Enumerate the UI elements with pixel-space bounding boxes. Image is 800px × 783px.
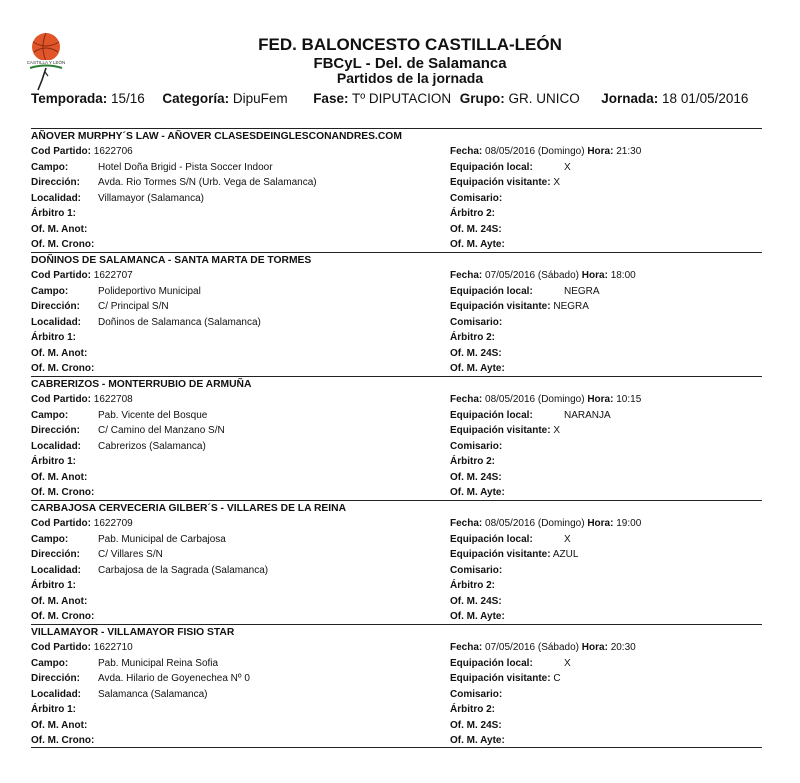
arbitro2-label: Árbitro 2:	[450, 332, 495, 343]
campo-row	[31, 161, 273, 174]
localidad-value: Cabrerizos (Salamanca)	[98, 440, 206, 452]
direccion-label: Dirección:	[31, 673, 80, 684]
match-title: VILLAMAYOR - VILLAMAYOR FISIO STAR	[31, 627, 235, 638]
eq-visitante-label: Equipación visitante:	[450, 425, 551, 436]
grupo-value: GR. UNICO	[508, 91, 580, 106]
cod-partido-row	[31, 270, 133, 282]
match-title: AÑOVER MURPHY´S LAW - AÑOVER CLASESDEINGLESCONANDRES.COM	[31, 131, 402, 142]
direccion-label: Dirección:	[31, 177, 80, 188]
eq-visitante-row	[450, 301, 589, 313]
jornada-value: 18 01/05/2016	[662, 91, 749, 106]
campo-row	[31, 409, 208, 422]
dia-value: (Domingo)	[537, 394, 585, 405]
m24s-label: Of. M. 24S:	[450, 471, 502, 483]
hora-label: Hora:	[587, 518, 614, 529]
direccion-label: Dirección:	[31, 425, 80, 436]
arbitro2-label: Árbitro 2:	[450, 704, 495, 715]
cod-partido-label: Cod Partido:	[31, 642, 91, 653]
localidad-label: Localidad:	[31, 688, 82, 700]
hora-label: Hora:	[587, 146, 614, 157]
cod-partido-value: 1622708	[93, 394, 133, 405]
match-block	[31, 500, 762, 624]
eq-local-row	[450, 161, 571, 174]
arbitro1-label: Árbitro 1:	[31, 704, 76, 715]
fase-label: Fase:	[313, 91, 349, 106]
localidad-row	[31, 192, 204, 205]
match-block	[31, 624, 762, 748]
anot-label: Of. M. Anot:	[31, 347, 88, 359]
eq-local-row	[450, 657, 571, 670]
localidad-row	[31, 440, 206, 453]
crono-label: Of. M. Crono:	[31, 611, 95, 622]
dia-value: (Sábado)	[537, 270, 579, 281]
jornada-label: Jornada:	[601, 91, 659, 106]
crono-label: Of. M. Crono:	[31, 239, 95, 250]
campo-value: Pab. Vicente del Bosque	[98, 409, 208, 421]
eq-local-row	[450, 285, 600, 298]
campo-label: Campo:	[31, 409, 69, 421]
fecha-value: 08/05/2016	[485, 518, 536, 529]
fecha-row	[450, 146, 641, 158]
fecha-label: Fecha:	[450, 394, 483, 405]
fecha-label: Fecha:	[450, 270, 483, 281]
eq-local-label: Equipación local:	[450, 657, 533, 669]
campo-label: Campo:	[31, 533, 69, 545]
localidad-value: Salamanca (Salamanca)	[98, 688, 208, 700]
arbitro1-label: Árbitro 1:	[31, 580, 76, 591]
campo-row	[31, 285, 201, 298]
arbitro2-label: Árbitro 2:	[450, 580, 495, 591]
m24s-label: Of. M. 24S:	[450, 347, 502, 359]
eq-local-row	[450, 533, 571, 546]
campo-label: Campo:	[31, 285, 69, 297]
cod-partido-row	[31, 146, 133, 158]
fecha-label: Fecha:	[450, 146, 483, 157]
eq-visitante-label: Equipación visitante:	[450, 301, 551, 312]
crono-label: Of. M. Crono:	[31, 363, 95, 374]
direccion-label: Dirección:	[31, 549, 80, 560]
eq-local-value: NARANJA	[564, 409, 611, 421]
eq-local-label: Equipación local:	[450, 409, 533, 421]
match-list	[31, 128, 762, 748]
ayte-label: Of. M. Ayte:	[450, 611, 505, 622]
localidad-value: Carbajosa de la Sagrada (Salamanca)	[98, 564, 269, 576]
dia-value: (Sábado)	[537, 642, 579, 653]
comisario-label: Comisario:	[450, 440, 503, 452]
anot-label: Of. M. Anot:	[31, 223, 88, 235]
temporada-label: Temporada:	[31, 91, 108, 106]
crono-label: Of. M. Crono:	[31, 487, 95, 498]
campo-value: Polideportivo Municipal	[98, 285, 201, 297]
fecha-label: Fecha:	[450, 642, 483, 653]
eq-local-value: X	[564, 657, 571, 669]
eq-local-label: Equipación local:	[450, 285, 533, 297]
cod-partido-value: 1622709	[93, 518, 133, 529]
ayte-label: Of. M. Ayte:	[450, 487, 505, 498]
direccion-row	[31, 301, 169, 313]
cod-partido-label: Cod Partido:	[31, 270, 91, 281]
localidad-label: Localidad:	[31, 316, 82, 328]
direccion-label: Dirección:	[31, 301, 80, 312]
m24s-label: Of. M. 24S:	[450, 223, 502, 235]
direccion-row	[31, 549, 163, 561]
eq-visitante-value: C	[553, 673, 561, 684]
crono-label: Of. M. Crono:	[31, 735, 95, 746]
eq-local-value: NEGRA	[564, 285, 600, 297]
cod-partido-value: 1622710	[93, 642, 133, 653]
delegation-subtitle: FBCyL - Del. de Salamanca	[313, 55, 507, 72]
cod-partido-label: Cod Partido:	[31, 394, 91, 405]
campo-row	[31, 657, 219, 670]
fecha-value: 07/05/2016	[485, 642, 536, 653]
cod-partido-label: Cod Partido:	[31, 518, 91, 529]
arbitro2-label: Árbitro 2:	[450, 208, 495, 219]
hora-value: 10:15	[616, 394, 642, 405]
logo-text: CASTILLA Y LEÓN	[26, 60, 66, 65]
ayte-label: Of. M. Ayte:	[450, 735, 505, 746]
match-title: CARBAJOSA CERVECERIA GILBER´S - VILLARES DE LA REINA	[31, 503, 347, 514]
grupo-label: Grupo:	[459, 91, 505, 106]
localidad-value: Villamayor (Salamanca)	[98, 192, 204, 204]
direccion-row	[31, 425, 225, 437]
report-title: Partidos de la jornada	[336, 70, 484, 86]
localidad-label: Localidad:	[31, 564, 82, 576]
fecha-value: 07/05/2016	[485, 270, 536, 281]
comisario-label: Comisario:	[450, 192, 503, 204]
temporada-value: 15/16	[111, 91, 145, 106]
direccion-row	[31, 673, 250, 685]
eq-visitante-row	[450, 673, 561, 685]
hora-label: Hora:	[581, 642, 608, 653]
eq-visitante-value: X	[553, 425, 561, 436]
comisario-label: Comisario:	[450, 688, 503, 700]
categoria-label: Categoría:	[162, 91, 230, 106]
eq-local-label: Equipación local:	[450, 161, 533, 173]
campo-label: Campo:	[31, 657, 69, 669]
campo-label: Campo:	[31, 161, 69, 173]
eq-local-row	[450, 409, 611, 422]
hora-label: Hora:	[587, 394, 614, 405]
ayte-label: Of. M. Ayte:	[450, 363, 505, 374]
hora-value: 21:30	[616, 146, 642, 157]
match-block	[31, 376, 762, 500]
fecha-value: 08/05/2016	[485, 394, 536, 405]
localidad-row	[31, 688, 208, 701]
dia-value: (Domingo)	[537, 146, 585, 157]
categoria-value: DipuFem	[232, 91, 288, 106]
cod-partido-label: Cod Partido:	[31, 146, 91, 157]
match-title: CABRERIZOS - MONTERRUBIO DE ARMUÑA	[31, 379, 252, 390]
campo-value: Pab. Municipal de Carbajosa	[98, 533, 226, 545]
localidad-row	[31, 316, 261, 329]
anot-label: Of. M. Anot:	[31, 471, 88, 483]
anot-label: Of. M. Anot:	[31, 719, 88, 731]
match-title: DOÑINOS DE SALAMANCA - SANTA MARTA DE TORMES	[31, 255, 312, 266]
hora-value: 19:00	[616, 518, 642, 529]
cod-partido-row	[31, 642, 133, 654]
direccion-value: C/ Camino del Manzano S/N	[98, 425, 225, 436]
eq-visitante-row	[450, 425, 560, 437]
m24s-label: Of. M. 24S:	[450, 595, 502, 607]
comisario-label: Comisario:	[450, 316, 503, 328]
campo-value: Hotel Doña Brigid - Pista Soccer Indoor	[98, 161, 273, 173]
campo-value: Pab. Municipal Reina Sofia	[98, 657, 219, 669]
eq-visitante-value: AZUL	[552, 549, 579, 560]
anot-label: Of. M. Anot:	[31, 595, 88, 607]
eq-visitante-label: Equipación visitante:	[450, 177, 551, 188]
eq-visitante-value: X	[553, 177, 561, 188]
cod-partido-row	[31, 394, 133, 406]
ayte-label: Of. M. Ayte:	[450, 239, 505, 250]
eq-local-value: X	[564, 533, 571, 545]
match-block	[31, 252, 762, 376]
localidad-label: Localidad:	[31, 192, 82, 204]
fecha-value: 08/05/2016	[485, 146, 536, 157]
fecha-row	[450, 270, 636, 282]
eq-visitante-label: Equipación visitante:	[450, 549, 551, 560]
arbitro1-label: Árbitro 1:	[31, 332, 76, 343]
eq-visitante-label: Equipación visitante:	[450, 673, 551, 684]
localidad-value: Doñinos de Salamanca (Salamanca)	[98, 316, 261, 328]
meta-bar	[31, 91, 748, 106]
fecha-row	[450, 518, 641, 530]
hora-value: 20:30	[610, 642, 636, 653]
direccion-value: Avda. Rio Tormes S/N (Urb. Vega de Salamanca)	[98, 177, 317, 188]
direccion-value: Avda. Hilario de Goyenechea Nº 0	[98, 673, 250, 684]
localidad-label: Localidad:	[31, 440, 82, 452]
localidad-row	[31, 564, 269, 577]
comisario-label: Comisario:	[450, 564, 503, 576]
arbitro1-label: Árbitro 1:	[31, 208, 76, 219]
eq-local-label: Equipación local:	[450, 533, 533, 545]
eq-local-value: X	[564, 161, 571, 173]
eq-visitante-row	[450, 549, 578, 561]
cod-partido-value: 1622706	[93, 146, 133, 157]
match-block	[31, 128, 762, 252]
fase-value: Tº DIPUTACION	[351, 91, 452, 106]
hora-value: 18:00	[610, 270, 636, 281]
federation-title: FED. BALONCESTO CASTILLA-LEÓN	[258, 35, 562, 54]
hora-label: Hora:	[581, 270, 608, 281]
m24s-label: Of. M. 24S:	[450, 719, 502, 731]
direccion-row	[31, 177, 317, 189]
fecha-row	[450, 642, 636, 654]
campo-row	[31, 533, 226, 546]
direccion-value: C/ Principal S/N	[98, 301, 169, 312]
cod-partido-row	[31, 518, 133, 530]
cod-partido-value: 1622707	[93, 270, 133, 281]
eq-visitante-value: NEGRA	[553, 301, 589, 312]
eq-visitante-row	[450, 177, 560, 189]
direccion-value: C/ Villares S/N	[98, 549, 163, 560]
arbitro2-label: Árbitro 2:	[450, 456, 495, 467]
dia-value: (Domingo)	[537, 518, 585, 529]
fecha-label: Fecha:	[450, 518, 483, 529]
arbitro1-label: Árbitro 1:	[31, 456, 76, 467]
fecha-row	[450, 394, 641, 406]
